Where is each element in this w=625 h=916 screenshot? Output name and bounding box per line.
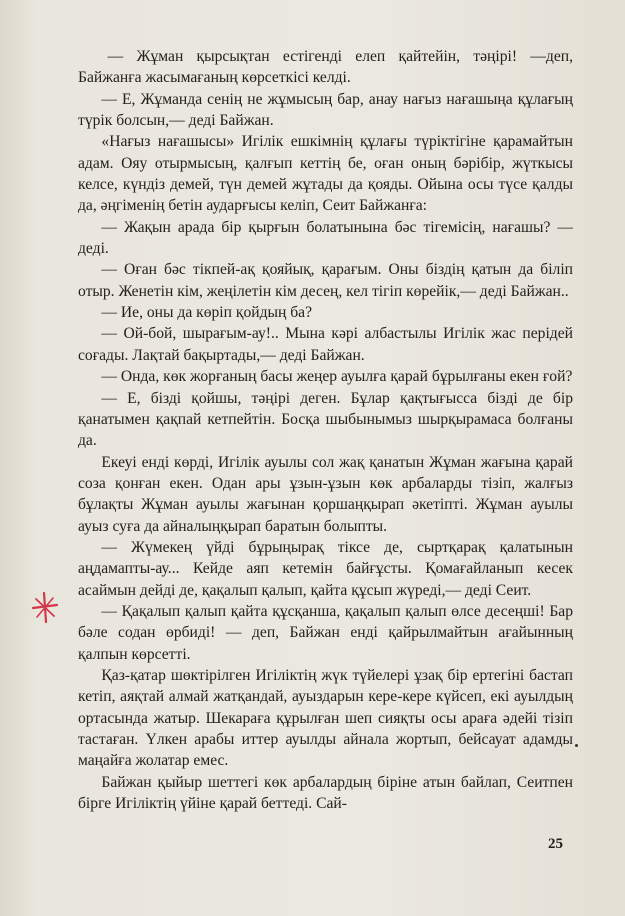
paragraph: — Жұман қырсықтан естігенді елеп қайтейін, тәңірі! —деп, Байжанға жасымағаның көрсеткісі келді. xyxy=(78,48,573,87)
page-number: 25 xyxy=(548,836,563,852)
paragraph: Екеуі енді көрді, Игілік ауылы сол жақ қанатын Жұман жағына қарай соза қонған екен. Одан ары ұзын-ұзын көк арбаларды тізіп, жалғыз бұлақты Жұман ауылы жағынан қоршаңқырап әкетіпті. Жұман ауылы ауыз суға да айналыңқырап баратын болыпты. xyxy=(78,453,573,535)
paragraph: — Қақалып қалып қайта құсқанша, қақалып қалып өлсе десеңші! Бар бәле содан өрбиді! — деп, Байжан енді қайрылмайтын ағайынның қалпын көрсетті. xyxy=(78,602,573,663)
paragraph: — Жақын арада бір қырғын болатынына бәс тігемісің, нағашы? — деді. xyxy=(78,218,573,258)
paragraph: — Ие, оны да көріп қойдың ба? xyxy=(101,304,313,322)
paragraph: — Оған бәс тікпей-ақ қояйық, қарағым. Оны біздің қатын да біліп отыр. Женетін кім, жеңілетін кім десең, кел тігіп көрейік,— деді Байжан.. xyxy=(78,261,573,300)
paragraph: «Нағыз нағашысы» Игілік ешкімнің құлағы түріктігіне қарамайтын адам. Ояу отырмысың, қалғып кеттің бе, оған оның бәрібір, жүткысы келсе, күндіз демей, түн демей жұтады да қояды. Ойына осы түсе қалды да, әңгіменің бетін аударғысы келіп, Сеит Байжанға: xyxy=(78,133,573,215)
paragraph: — Жүмекең үйді бұрыңырақ тіксе де, сыртқарақ қалатынын аңдамапты-ау... Кейде аяп кетемін байғұсты. Қомағайланып кесек асаймын дейді де, қақалып қалып, қайта құсып жүреді,— деді Сеит. xyxy=(78,538,573,599)
paragraph: Қаз-қатар шөктірілген Игіліктің жүк түйелері ұзақ бір ертегіні бастап кетіп, аяқтай алмай жатқандай, ауыздарын кере-кере күйсеп, екі ауылдың ортасында жатыр. Шекараға құрылған шеп сияқты осы араға әдейі тізіп тастаған. Үлкен арабы иттер ауылды айнала жортып, бейсауат адамды маңайға жолатар емес. xyxy=(78,666,573,770)
paragraph: — Е, Жұманда сенің не жұмысың бар, анау нағыз нағашыңа құлағың түрік болсын,— деді Байжан. xyxy=(78,90,573,130)
paragraph: — Онда, көк жорғаның басы жеңер ауылға қарай бұрылғаны екен ғой? xyxy=(101,368,573,386)
red-margin-mark-icon xyxy=(30,591,60,625)
ink-dot xyxy=(575,744,578,747)
page-text xyxy=(78,46,573,814)
paragraph: Байжан қыйыр шеттегі көк арбалардың біріне атын байлап, Сеитпен бірге Игіліктің үйіне қарай беттеді. Сай- xyxy=(78,773,573,813)
paragraph: — Е, бізді қойшы, тәңірі деген. Бұлар қақтығысса бізді де бір қанатымен қақпай кетпейтін. Босқа шыбынымыз шырқырамаса болғаны да. xyxy=(78,389,573,450)
paragraph: — Ой-бой, шырағым-ау!.. Мына кәрі албастылы Игілік жас перідей соғады. Лақтай бақыртады,— деді Байжан. xyxy=(78,325,573,364)
